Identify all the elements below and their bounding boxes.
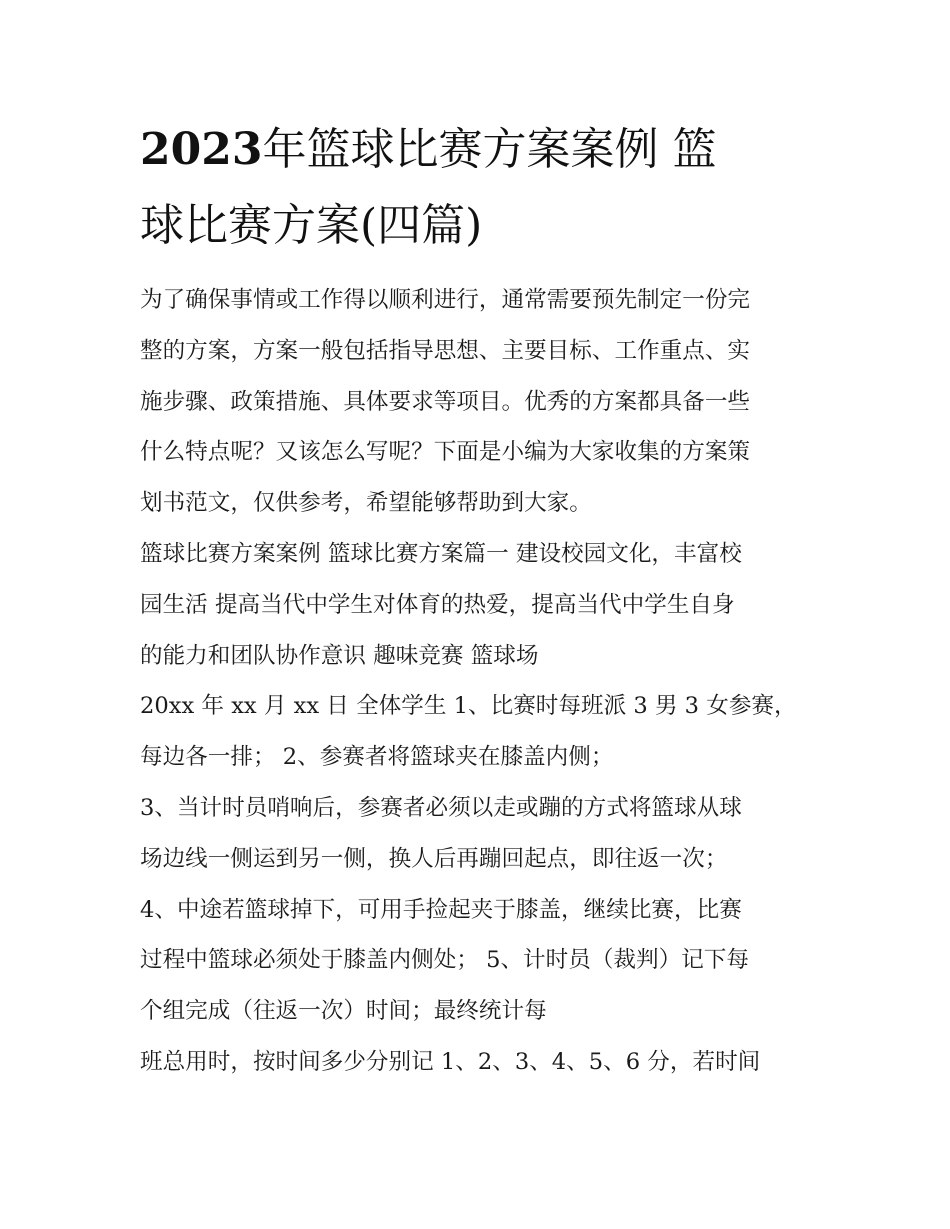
body-line: 每边各一排； 2、参赛者将篮球夹在膝盖内侧； — [140, 744, 614, 771]
body-line: 3、当计时员哨响后，参赛者必须以走或蹦的方式将篮球从球 — [140, 794, 742, 821]
body-line: 过程中篮球必须处于膝盖内侧处； 5、计时员（裁判）记下每 — [140, 947, 749, 974]
body-line: 班总用时，按时间多少分别记 1、2、3、4、5、6 分，若时间 — [140, 1048, 761, 1075]
body-line: 划书范文，仅供参考，希望能够帮助到大家。 — [140, 490, 592, 517]
title-text: 球比赛方案(四篇) — [140, 200, 483, 251]
document-body — [140, 275, 820, 1088]
body-line: 20xx 年 xx 月 xx 日 全体学生 1、比赛时每班派 3 男 3 女参赛， — [140, 693, 797, 720]
body-line: 场边线一侧运到另一侧，换人后再蹦回起点，即往返一次； — [140, 845, 728, 872]
body-line: 施步骤、政策措施、具体要求等项目。优秀的方案都具备一些 — [140, 388, 751, 415]
body-line: 篮球比赛方案案例 篮球比赛方案篇一 建设校园文化，丰富校 — [140, 540, 742, 567]
body-line: 整的方案，方案一般包括指导思想、主要目标、工作重点、实 — [140, 337, 751, 364]
body-line: 为了确保事情或工作得以顺利进行，通常需要预先制定一份完 — [140, 287, 751, 313]
body-line: 的能力和团队协作意识 趣味竞赛 篮球场 — [140, 642, 539, 669]
title-year: 2023 — [140, 124, 263, 175]
title-line-1 — [140, 112, 820, 188]
title-line-2 — [140, 188, 820, 264]
body-line: 4、中途若篮球掉下，可用手捡起夹于膝盖，继续比赛，比赛 — [140, 896, 742, 923]
body-line: 个组完成（往返一次）时间；最终统计每 — [140, 998, 547, 1025]
body-line: 什么特点呢？又该怎么写呢？下面是小编为大家收集的方案策 — [140, 439, 751, 466]
body-line: 园生活 提高当代中学生对体育的热爱，提高当代中学生自身 — [140, 591, 735, 618]
document-title — [140, 112, 820, 264]
title-text: 年篮球比赛方案案例 篮 — [262, 124, 717, 175]
